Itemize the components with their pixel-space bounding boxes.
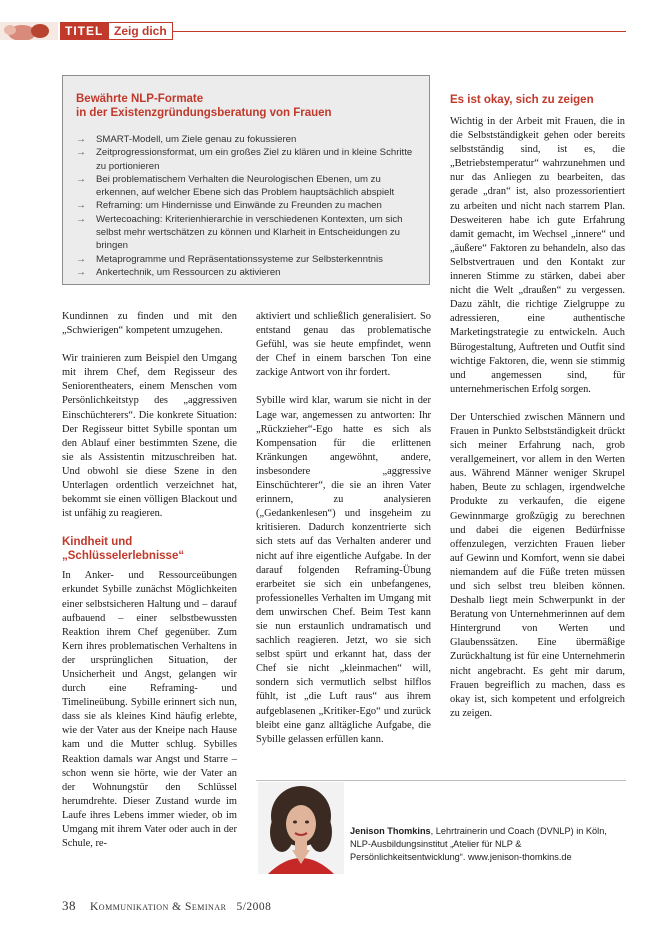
list-item: → Zeitprogressionsformat, um ein großes Ziel zu klären und in kleine Schritte zu portionieren xyxy=(76,147,413,172)
section-badge: TITEL xyxy=(60,22,108,40)
column-3 xyxy=(450,115,625,735)
column-2 xyxy=(256,310,431,761)
arrow-right-icon: → xyxy=(76,266,86,278)
paragraph: Wir trainieren zum Beispiel den Umgang mit ihrem Chef, dem Regisseur des Seniorentheaters, einem Menschen vom Persönlichkeitstyp des „aggressiven Einschüchterers“. Die konkrete Situation: Der Regisseur bittet Sybille spontan um den Ablauf einer bestimmten Szene, die sie als Assistentin mitzuschreiben hat. Und obwohl sie diese Szene in den Unterlagen ordentlich verzeichnet hat, bekommt sie einen völligen Blackout und ist unfähig zu reagieren. xyxy=(62,353,237,520)
box-title xyxy=(76,92,416,120)
list-item: → Bei problematischem Verhalten die Neurologischen Ebenen, um zu erkennen, auf welcher Ebene sich das Problem hauptsächlich abspielt xyxy=(76,173,395,199)
list-item: → Wertecoaching: Kriterienhierarchie in verschiedenen Kontexten, um sich selbst mehr wertschätzen zu können und Klarheit in Entscheidungen zu bringen xyxy=(76,213,403,252)
author-rule xyxy=(256,780,626,781)
arrow-right-icon: → xyxy=(76,213,86,225)
header-photo-strip xyxy=(0,22,58,40)
list-item: → Ankertechnik, um Ressourcen zu aktivieren xyxy=(76,266,281,278)
header-rule xyxy=(170,31,626,32)
author-portrait xyxy=(258,782,344,874)
author-description: , Lehrtrainerin und Coach (DVNLP) in Köln, NLP-Ausbildungsinstitut „Atelier für NLP & Persönlichkeitsentwicklung“. www.jenison-thomkins.de xyxy=(350,826,607,862)
page-number: 38 xyxy=(62,898,76,913)
magazine-name: Kommunikation & Seminar xyxy=(90,901,227,913)
box-list xyxy=(76,133,422,279)
paragraph: Sybille wird klar, warum sie nicht in der Lage war, angemessen zu antworten: Ihr „Rückzieher“-Ego hatte es sich als Kompensation für die erlittenen Kränkungen angewöhnt, andere, insbesondere „aggressive Einschüchterer“, die sie an ihren Vater erinnern, zu analysieren („Gedankenlesen“) und insgeheim zu kritisieren. Dadurch konzentrierte sich sich stets auf das Verhalten anderer und nicht auf ihre eigentliche Aufgabe. In der darauf folgenden Reframing-Übung erarbeitet sie sich ein unbefangenes, professionelles Verhalten im Umgang mit dem unwirschen Chef. Beim Test kann sie nun erstaunlich undramatisch und sachlich reagieren. Jetzt, wo sie sich selbst spürt und erkannt hat, dass der Chef sie nicht „kleinmachen“ will, sondern sich vermutlich selbst hilflos fühlt, ist „die Luft raus“ aus ihrem aufgeblasenen „Kritiker-Ego“ und zurück bleibt eine ganz alltägliche Aufgabe, die Sybille gelassen erfüllen kann. xyxy=(256,395,431,745)
arrow-right-icon: → xyxy=(76,147,86,159)
page-footer xyxy=(62,898,462,914)
list-item: → Reframing: um Hindernisse und Einwände zu Freunden zu machen xyxy=(76,200,382,212)
arrow-right-icon: → xyxy=(76,200,86,212)
box-title-line1: Bewährte NLP-Formate xyxy=(76,93,204,105)
paragraph: Kundinnen zu finden und mit den „Schwierigen“ kompetent umzugehen. xyxy=(62,311,237,337)
author-bio xyxy=(350,825,626,864)
subheading-okay: Es ist okay, sich zu zeigen xyxy=(450,94,594,106)
box-title-line2: in der Existenzgründungsberatung von Frauen xyxy=(76,107,332,119)
paragraph: aktiviert und schließlich generalisiert. So entstand genau das problematische Gefühl, was sie heute empfindet, wenn der Chef in einem barschen Ton eine zackige Antwort von ihr fordert. xyxy=(256,311,431,379)
arrow-right-icon: → xyxy=(76,253,86,265)
author-name: Jenison Thomkins xyxy=(350,826,431,836)
arrow-right-icon: → xyxy=(76,173,86,185)
subheading-kindheit: Kindheit und „Schlüsselerlebnisse“ xyxy=(62,536,185,563)
issue-number: 5/2008 xyxy=(236,901,272,913)
paragraph: Wichtig in der Arbeit mit Frauen, die in die Selbstständigkeit gehen oder bereits selbstständig sind, ist es, die „Betriebstemperatur“ wahrzunehmen und nur das Anliegen zu bearbeiten, das gerade „dran“ ist, also prozessorientiert zu arbeiten und nicht nach starrem Plan. Desweiteren habe ich gute Erfahrung damit gemacht, im Wechsel „innere“ und „äußere“ Faktoren zu behandeln, also das Selbstvertrauen und den Kontakt zur inneren Stimme zu stärken, dabei aber nicht die Welt „draußen“ zu vergessen. Dazu zählt, die richtige Zielgruppe zu adressieren, eine authentische Marketingstrategie zu entwickeln. Auch Bürogestaltung, Auftreten und Outfit sind wichtige Faktoren, die, wenn sie stimmig und angemessen sind, für unternehmerischen Erfolg sorgen. xyxy=(450,116,625,395)
column-1 xyxy=(62,310,237,865)
topic-badge: Zeig dich xyxy=(108,22,173,40)
paragraph: Der Unterschied zwischen Männern und Frauen in Punkto Selbstständigkeit drückt sich meiner Erfahrung nach, grob verallgemeinert, vor allem in den Werten aus. Während Männer weniger Skrupel haben, Beute zu schlagen, irgendwelche Produkte zu verkaufen, die eigene Gewinnmarge großzügig zu berechnen und dabei die eigenen Bedürfnisse offenzulegen, verzichten Frauen lieber auf Gewinn und Komfort, wenn sie dabei niemandem auf die Füße treten müssen und sich selbst treu bleiben können. Deshalb liegt mein Schwerpunkt in der Beratung von Unternehmerinnen auf dem Hintergrund von Werten und Glaubenssätzen. Eine übermäßige Zurückhaltung ist für eine Unternehmerin nicht angebracht. Es geht mir darum, Frauen begreiflich zu machen, dass es okay ist, sich kompetent und erfolgreich zu zeigen. xyxy=(450,411,625,719)
arrow-right-icon: → xyxy=(76,134,86,145)
paragraph: In Anker- und Ressourceübungen erkundet Sybille zunächst Möglichkeiten einer selbstsicheren Haltung und – darauf aufbauend – einer selbstbewussten Reaktion ihrem Chef gegenüber. Zum Kern ihres problematischen Verhaltens in der ursprünglichen Situation, der Unsicherheit und Angst, gelangen wir durch eine Reframing- und Timelineübung. Sybille erinnert sich nun, dass sie als kleines Kind häufig erlebte, wie der Vater aus der Kneipe nach Hause kam und die Mutter schlug. Sybilles Reaktion damals war Angst und Starre – schon wenn sie hörte, wie der Vater an der Wohnungstür den Schlüssel herumdrehte. Dieser Zustand wurde im Laufe ihres Lebens immer wieder, ob im Umgang mit ihrem Vater oder auch in der Schule, re- xyxy=(62,570,237,850)
list-item: → Metaprogramme und Repräsentationssysteme zur Selbsterkenntnis xyxy=(76,253,383,265)
list-item: → SMART-Modell, um Ziele genau zu fokussieren xyxy=(76,134,297,145)
